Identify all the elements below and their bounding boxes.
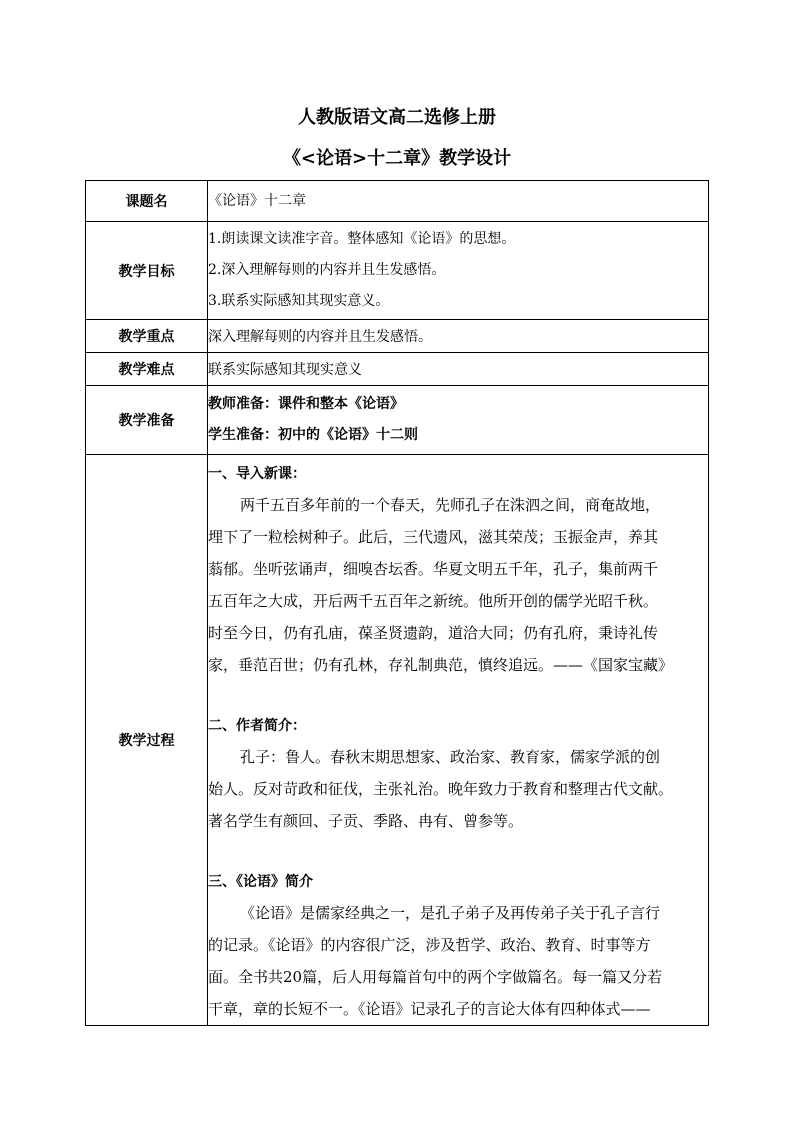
paragraph-line: 两千五百多年前的一个春天，先师孔子在洙泗之间，商奄故地， bbox=[240, 496, 661, 514]
row-preparation bbox=[86, 386, 709, 455]
section-author bbox=[208, 711, 708, 837]
goals-value bbox=[208, 222, 709, 320]
paragraph-line: 面。全书共20篇，后人用每篇首句中的两个字做篇名。每一篇又分若 bbox=[208, 968, 663, 986]
section-heading: 三、《论语》简介 bbox=[208, 874, 313, 890]
goal-item: 3.联系实际感知其现实意义。 bbox=[208, 293, 390, 309]
document-subtitle: 《<论语>十二章》教学设计 bbox=[282, 148, 512, 169]
paragraph-line: 埋下了一粒桧树种子。此后，三代遗风，滋其荣茂；玉振金声，养其 bbox=[208, 528, 659, 546]
paragraph-line: 干章，章的长短不一。《论语》记录孔子的言论大体有四种体式—— bbox=[208, 1000, 651, 1018]
paragraph-line: 家，垂范百世；仍有孔林，存礼制典范，慎终追远。——《国家宝藏》 bbox=[208, 656, 674, 674]
student-preparation: 学生准备：初中的《论语》十二则 bbox=[208, 427, 418, 443]
key-points-value: 深入理解每则的内容并且生发感悟。 bbox=[208, 320, 709, 353]
row-process bbox=[86, 455, 709, 1026]
section-intro bbox=[208, 459, 708, 681]
row-topic bbox=[86, 181, 709, 222]
row-key-points bbox=[86, 320, 709, 353]
teacher-preparation: 教师准备：课件和整本《论语》 bbox=[208, 396, 404, 412]
row-goals bbox=[86, 222, 709, 320]
paragraph-line: 五百年之大成，开后两千五百年之新统。他所开创的儒学光昭千秋。 bbox=[208, 592, 659, 610]
paragraph-line: 始人。反对苛政和征伐，主张礼治。晚年致力于教育和整理古代文献。 bbox=[208, 780, 674, 798]
paragraph-line: 孔子：鲁人。春秋末期思想家、政治家、教育家，儒家学派的创 bbox=[240, 748, 661, 766]
section-book bbox=[208, 867, 708, 1025]
row-difficulties bbox=[86, 353, 709, 386]
paragraph-line: 《论语》是儒家经典之一，是孔子弟子及再传弟子关于孔子言行 bbox=[240, 904, 661, 922]
topic-label: 课题名 bbox=[86, 181, 208, 222]
process-value bbox=[208, 455, 709, 1026]
lesson-plan-table bbox=[85, 180, 709, 1026]
process-label: 教学过程 bbox=[86, 455, 208, 1026]
key-points-label: 教学重点 bbox=[86, 320, 208, 353]
paragraph-line: 著名学生有颜回、子贡、季路、冉有、曾参等。 bbox=[208, 812, 524, 830]
difficulties-label: 教学难点 bbox=[86, 353, 208, 386]
paragraph-line: 蓊郁。坐听弦诵声，细嗅杏坛香。华夏文明五千年，孔子，集前两千 bbox=[208, 560, 659, 578]
section-heading: 一、导入新课： bbox=[208, 466, 306, 482]
section-heading: 二、作者简介： bbox=[208, 718, 306, 734]
document-title: 人教版语文高二选修上册 bbox=[298, 107, 496, 128]
topic-value: 《论语》十二章 bbox=[208, 181, 709, 222]
goals-label: 教学目标 bbox=[86, 222, 208, 320]
preparation-value bbox=[208, 386, 709, 455]
paragraph-line: 的记录。《论语》的内容很广泛，涉及哲学、政治、教育、时事等方 bbox=[208, 936, 651, 954]
goal-item: 1.朗读课文读准字音。整体感知《论语》的思想。 bbox=[208, 231, 516, 247]
preparation-label: 教学准备 bbox=[86, 386, 208, 455]
goal-item: 2.深入理解每则的内容并且生发感悟。 bbox=[208, 262, 446, 278]
paragraph-line: 时至今日，仍有孔庙，葆圣贤遗韵，道洽大同；仍有孔府，秉诗礼传 bbox=[208, 624, 659, 642]
difficulties-value: 联系实际感知其现实意义 bbox=[208, 353, 709, 386]
